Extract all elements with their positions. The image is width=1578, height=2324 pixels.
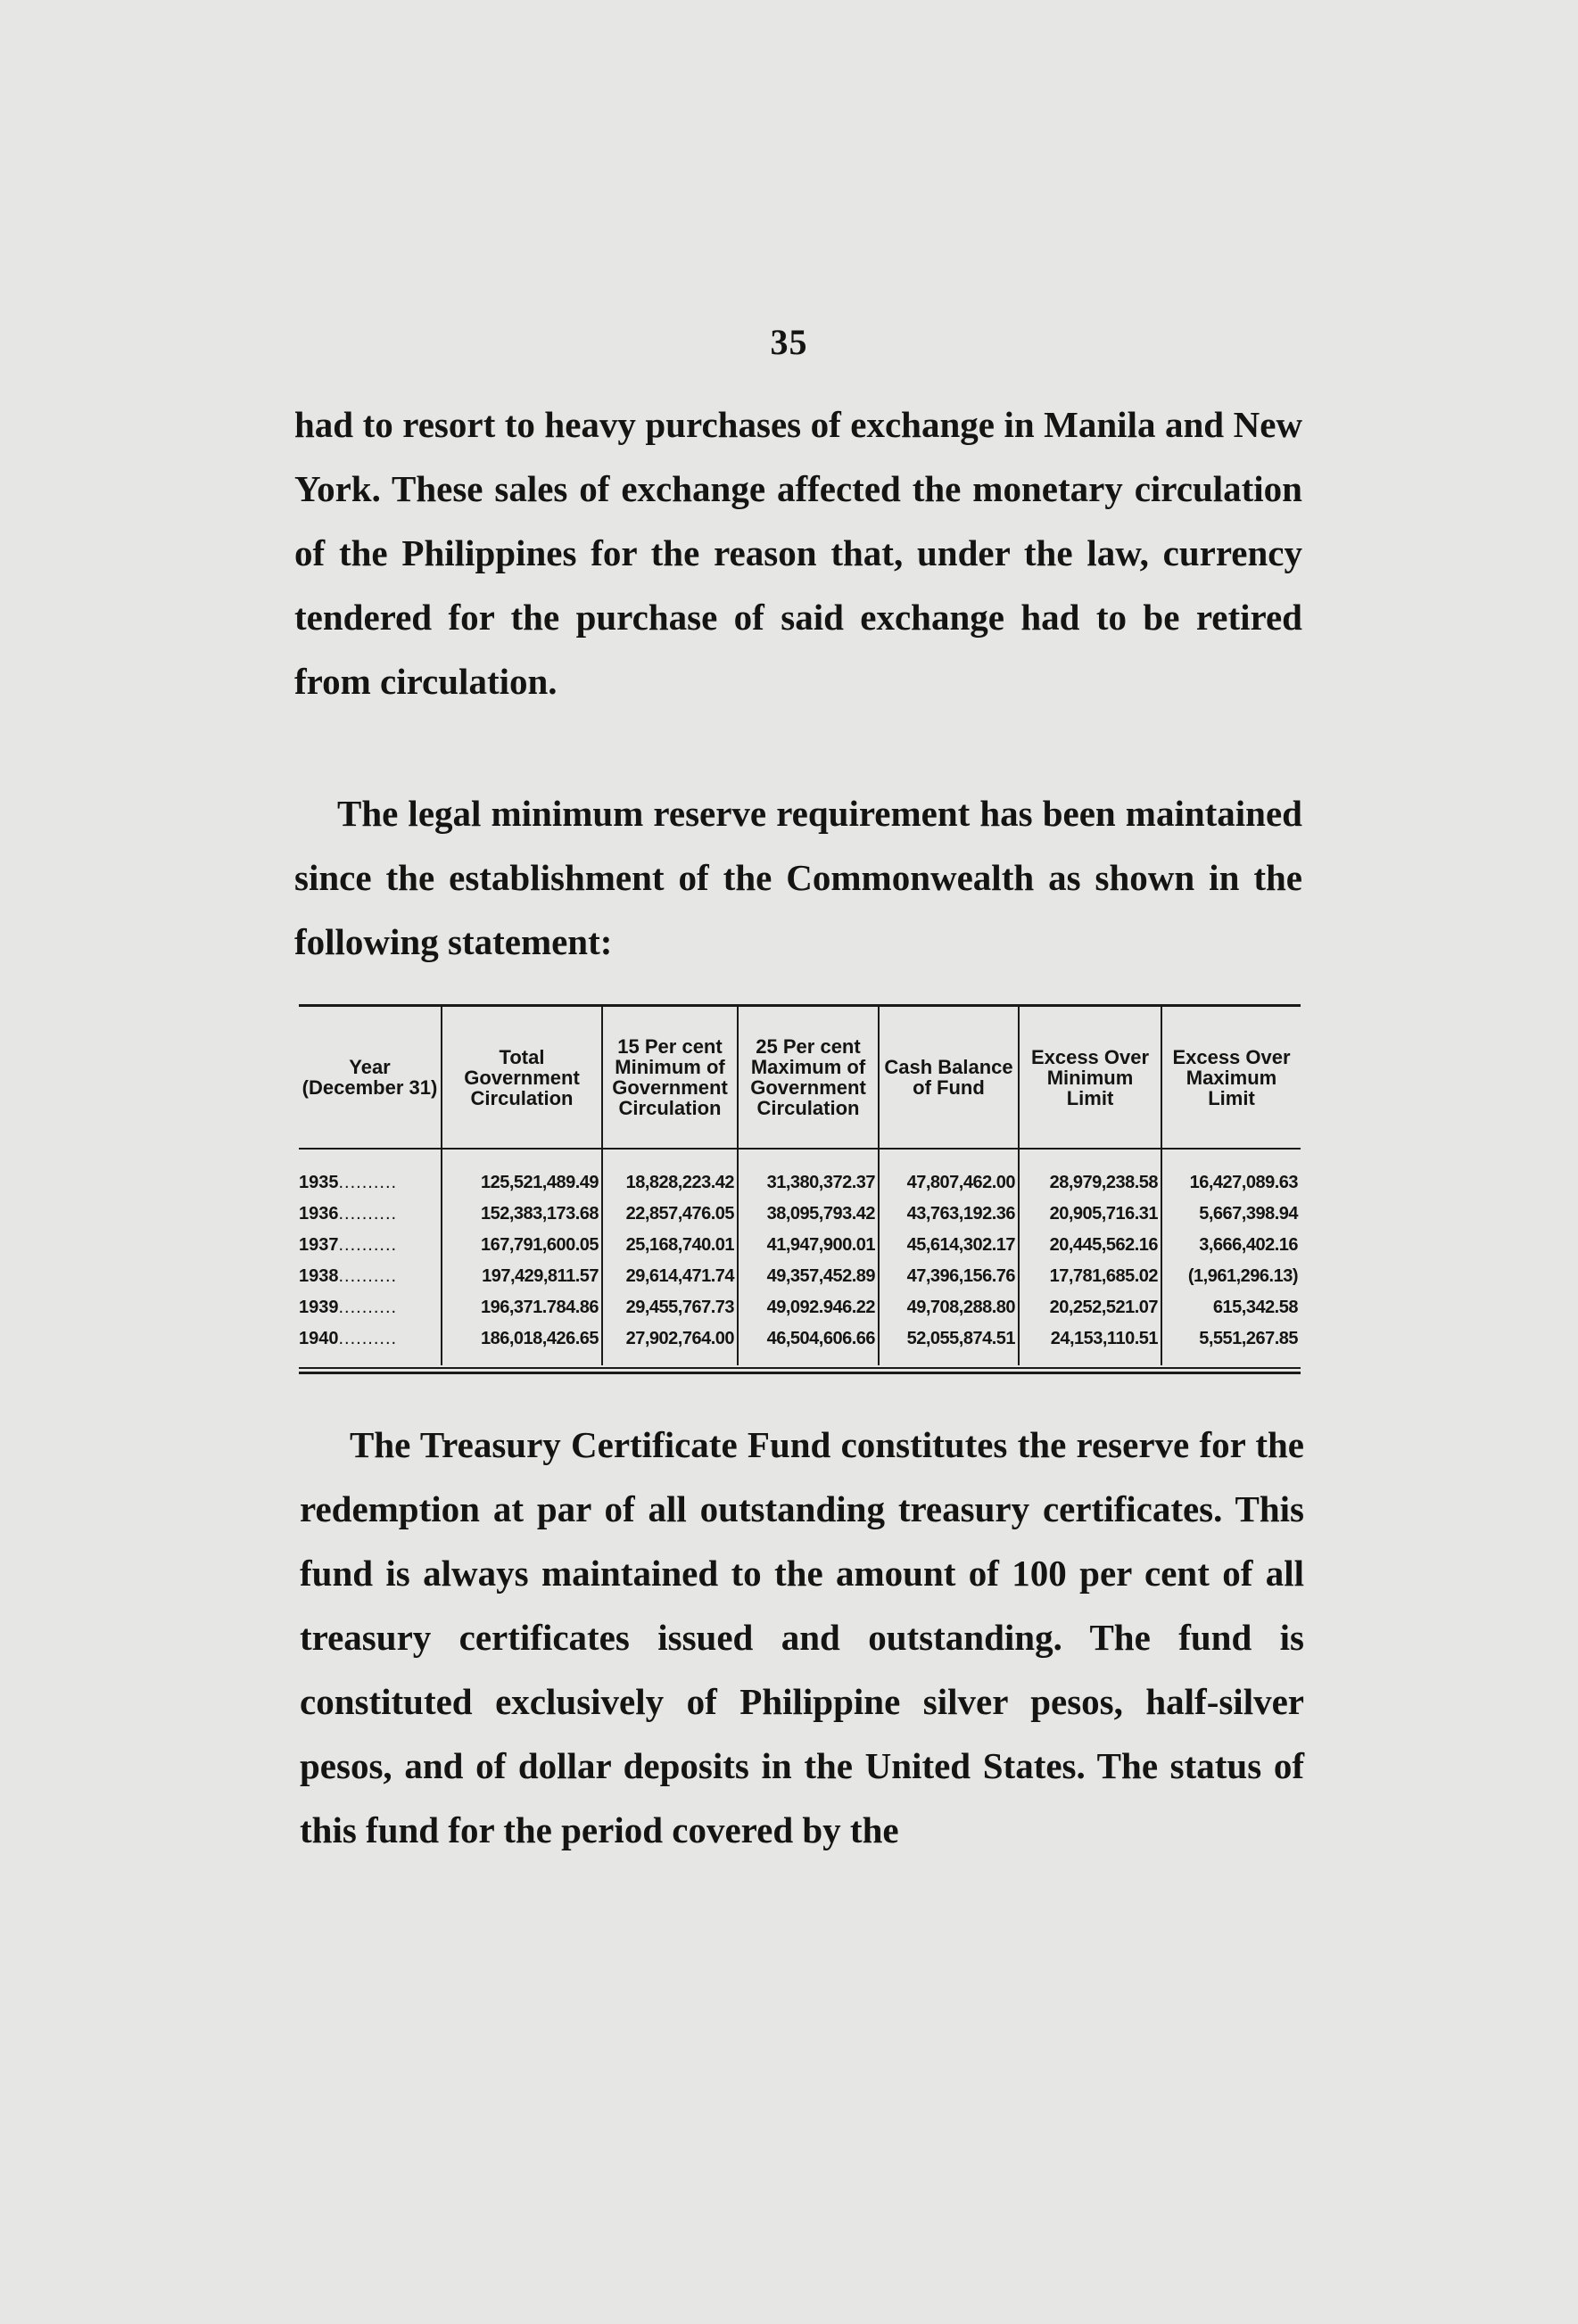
reserve-statement-table (299, 1004, 1301, 1374)
col-header-25-maximum: 25 Per cent Maximum of Government Circulation (738, 1007, 879, 1149)
col-header-total-circulation: Total Government Circulation (442, 1007, 602, 1149)
paragraph-intro: had to resort to heavy purchases of exchange in Manila and New York. These sales of exchange affected the monetary circulation of the Philippines for the reason that, under the law, currency tendered for the purchase of said exchange had to be retired from circulation. (294, 404, 1302, 702)
excess-min-cell: 17,781,685.02 (1019, 1261, 1161, 1292)
max25-cell: 46,504,606.66 (738, 1323, 879, 1355)
table-header-row (299, 1007, 1301, 1149)
excess-max-cell: 5,551,267.85 (1161, 1323, 1301, 1355)
table-row (299, 1292, 1301, 1323)
max25-cell: 38,095,793.42 (738, 1199, 879, 1230)
min15-cell: 29,614,471.74 (602, 1261, 738, 1292)
table-end-spacer (299, 1355, 1301, 1365)
paragraph-treasury-certificate-fund: The Treasury Certificate Fund constitutes the reserve for the redemption at par of all outstanding treasury certificates. This fund is always maintained to the amount of 100 per cent of all treasury certificates issued and outstanding. The fund is constituted exclusively of Philippine silver pesos, half-silver pesos, and of dollar deposits in the United States. The status of this fund for the period covered by the (300, 1424, 1304, 1850)
max25-cell: 49,357,452.89 (738, 1261, 879, 1292)
year-cell: 1939.......... (299, 1298, 398, 1317)
excess-max-cell: 3,666,402.16 (1161, 1230, 1301, 1261)
cash-balance-cell: 52,055,874.51 (879, 1323, 1019, 1355)
total-circulation-cell: 196,371.784.86 (442, 1292, 602, 1323)
max25-cell: 49,092.946.22 (738, 1292, 879, 1323)
total-circulation-cell: 186,018,426.65 (442, 1323, 602, 1355)
paragraph-reserve-requirement: The legal minimum reserve requirement has been maintained since the establishment of the Commonwealth as shown in the following statement: (294, 793, 1302, 962)
excess-min-cell: 24,153,110.51 (1019, 1323, 1161, 1355)
year-cell: 1935.......... (299, 1173, 398, 1192)
col-header-excess-minimum: Excess Over Minimum Limit (1019, 1007, 1161, 1149)
table-row (299, 1323, 1301, 1355)
col-header-cash-balance: Cash Balance of Fund (879, 1007, 1019, 1149)
excess-max-cell: (1,961,296.13) (1161, 1261, 1301, 1292)
table-row (299, 1261, 1301, 1292)
excess-min-cell: 20,252,521.07 (1019, 1292, 1161, 1323)
excess-min-cell: 20,445,562.16 (1019, 1230, 1161, 1261)
cash-balance-cell: 49,708,288.80 (879, 1292, 1019, 1323)
reserve-table (299, 1007, 1301, 1365)
header-separator-row (299, 1149, 1301, 1167)
page-number: 35 (770, 322, 808, 362)
cash-balance-cell: 45,614,302.17 (879, 1230, 1019, 1261)
excess-max-cell: 16,427,089.63 (1161, 1167, 1301, 1199)
table-row (299, 1230, 1301, 1261)
total-circulation-cell: 152,383,173.68 (442, 1199, 602, 1230)
excess-min-cell: 20,905,716.31 (1019, 1199, 1161, 1230)
col-header-15-minimum: 15 Per cent Minimum of Government Circulation (602, 1007, 738, 1149)
min15-cell: 22,857,476.05 (602, 1199, 738, 1230)
min15-cell: 27,902,764.00 (602, 1323, 738, 1355)
table-row (299, 1199, 1301, 1230)
year-cell: 1938.......... (299, 1266, 398, 1286)
min15-cell: 18,828,223.42 (602, 1167, 738, 1199)
min15-cell: 25,168,740.01 (602, 1230, 738, 1261)
year-cell: 1936.......... (299, 1204, 398, 1224)
excess-max-cell: 615,342.58 (1161, 1292, 1301, 1323)
total-circulation-cell: 197,429,811.57 (442, 1261, 602, 1292)
table-bottom-rule (299, 1367, 1301, 1369)
total-circulation-cell: 167,791,600.05 (442, 1230, 602, 1261)
year-cell: 1937.......... (299, 1235, 398, 1255)
cash-balance-cell: 47,396,156.76 (879, 1261, 1019, 1292)
cash-balance-cell: 43,763,192.36 (879, 1199, 1019, 1230)
col-header-excess-maximum: Excess Over Maximum Limit (1161, 1007, 1301, 1149)
table-bottom-rule-double (299, 1372, 1301, 1374)
year-cell: 1940.......... (299, 1329, 398, 1348)
excess-min-cell: 28,979,238.58 (1019, 1167, 1161, 1199)
table-row (299, 1167, 1301, 1199)
total-circulation-cell: 125,521,489.49 (442, 1167, 602, 1199)
excess-max-cell: 5,667,398.94 (1161, 1199, 1301, 1230)
min15-cell: 29,455,767.73 (602, 1292, 738, 1323)
col-header-year: Year (December 31) (302, 1056, 438, 1099)
max25-cell: 41,947,900.01 (738, 1230, 879, 1261)
cash-balance-cell: 47,807,462.00 (879, 1167, 1019, 1199)
max25-cell: 31,380,372.37 (738, 1167, 879, 1199)
